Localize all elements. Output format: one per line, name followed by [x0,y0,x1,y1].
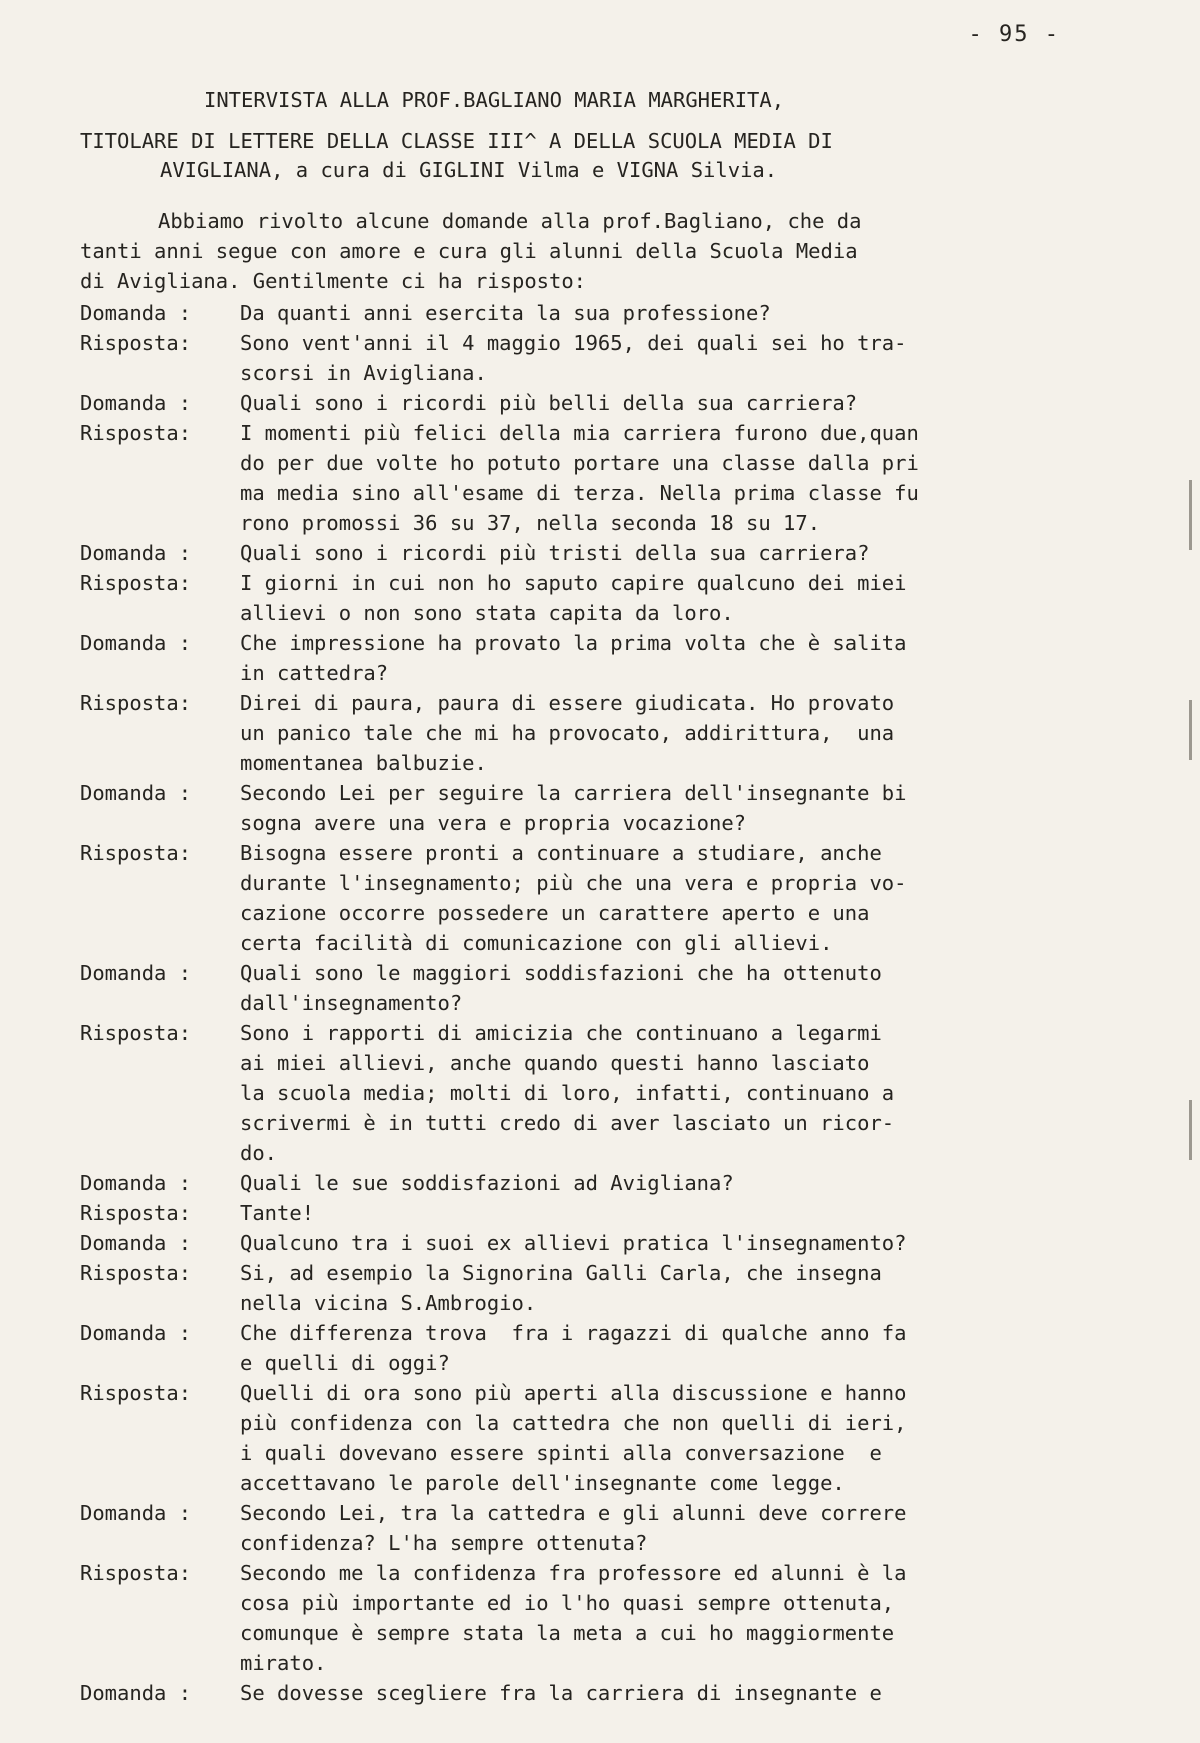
question-label: Domanda : [80,1231,192,1255]
text-line: i quali dovevano essere spinti alla conversazione e [240,1441,882,1465]
qa-text [240,538,1100,568]
qa-text [240,1558,1100,1678]
text-line: Che differenza trova fra i ragazzi di qualche anno fa [240,1321,907,1345]
text-line: certa facilità di comunicazione con gli allievi. [240,931,833,955]
text-line: sogna avere una vera e propria vocazione? [240,811,747,835]
question-row [80,628,1100,688]
qa-text [240,838,1100,958]
answer-label: Risposta: [80,1261,192,1285]
text-line: mirato. [240,1651,327,1675]
qa-text [240,1318,1100,1378]
qa-text [240,958,1100,1018]
text-line: Bisogna essere pronti a continuare a studiare, anche [240,841,882,865]
question-label: Domanda : [80,301,192,325]
text-line: Da quanti anni esercita la sua professione? [240,301,771,325]
intro-paragraph [80,206,1080,296]
answer-row [80,688,1100,778]
answer-label: Risposta: [80,841,192,865]
text-line: cosa più importante ed io l'ho quasi sempre ottenuta, [240,1591,895,1615]
text-line: do per due volte ho potuto portare una classe dalla pri [240,451,919,475]
question-label: Domanda : [80,541,192,565]
text-line: Sono i rapporti di amicizia che continuano a legarmi [240,1021,882,1045]
text-line: Secondo Lei, tra la cattedra e gli alunni deve correre [240,1501,907,1525]
qa-text [240,418,1100,538]
interview-heading [80,86,1080,185]
answer-row [80,1258,1100,1318]
text-line: Quali sono i ricordi più belli della sua carriera? [240,391,858,415]
text-line: rono promossi 36 su 37, nella seconda 18 su 17. [240,511,821,535]
intro-line-3: di Avigliana. Gentilmente ci ha risposto: [80,269,587,293]
text-line: più confidenza con la cattedra che non quelli di ieri, [240,1411,907,1435]
text-line: accettavano le parole dell'insegnante come legge. [240,1471,845,1495]
answer-label: Risposta: [80,691,192,715]
text-line: ma media sino all'esame di terza. Nella prima classe fu [240,481,919,505]
qa-text [240,1378,1100,1498]
question-row [80,1678,1100,1708]
question-label: Domanda : [80,1681,192,1705]
question-label: Domanda : [80,961,192,985]
page-number: - 95 - [968,22,1060,47]
text-line: comunque è sempre stata la meta a cui ho maggiormente [240,1621,895,1645]
intro-line-1: Abbiamo rivolto alcune domande alla prof.Bagliano, che da [158,209,862,233]
text-line: Che impressione ha provato la prima volta che è salita [240,631,907,655]
text-line: Direi di paura, paura di essere giudicata. Ho provato [240,691,895,715]
qa-text [240,1198,1100,1228]
scan-edge-mark [1189,1100,1192,1160]
text-line: ai miei allievi, anche quando questi hanno lasciato [240,1051,870,1075]
heading-line-3: AVIGLIANA, a cura di GIGLINI Vilma e VIGNA Silvia. [160,158,778,182]
text-line: allievi o non sono stata capita da loro. [240,601,734,625]
answer-row [80,568,1100,628]
heading-line-1: INTERVISTA ALLA PROF.BAGLIANO MARIA MARGHERITA, [204,88,785,112]
qa-text [240,1228,1100,1258]
text-line: durante l'insegnamento; più che una vera e propria vo- [240,871,907,895]
question-label: Domanda : [80,1171,192,1195]
answer-label: Risposta: [80,1201,192,1225]
text-line: momentanea balbuzie. [240,751,487,775]
text-line: cazione occorre possedere un carattere aperto e una [240,901,870,925]
qa-text [240,1498,1100,1558]
answer-label: Risposta: [80,421,192,445]
text-line: e quelli di oggi? [240,1351,450,1375]
question-answer-list [80,298,1100,1708]
text-line: Quelli di ora sono più aperti alla discussione e hanno [240,1381,907,1405]
text-line: scorsi in Avigliana. [240,361,487,385]
question-row [80,778,1100,838]
question-label: Domanda : [80,781,192,805]
text-line: scrivermi è in tutti credo di aver lasciato un ricor- [240,1111,895,1135]
text-line: Qualcuno tra i suoi ex allievi pratica l'insegnamento? [240,1231,907,1255]
text-line: nella vicina S.Ambrogio. [240,1291,537,1315]
question-label: Domanda : [80,631,192,655]
text-line: Secondo me la confidenza fra professore ed alunni è la [240,1561,907,1585]
question-row [80,1228,1100,1258]
text-line: Secondo Lei per seguire la carriera dell'insegnante bi [240,781,907,805]
text-line: Quali sono i ricordi più tristi della sua carriera? [240,541,870,565]
answer-label: Risposta: [80,1021,192,1045]
qa-text [240,298,1100,328]
answer-row [80,1558,1100,1678]
text-line: in cattedra? [240,661,389,685]
qa-text [240,778,1100,838]
question-row [80,1168,1100,1198]
question-row [80,388,1100,418]
question-row [80,1498,1100,1558]
question-label: Domanda : [80,1321,192,1345]
text-line: Sono vent'anni il 4 maggio 1965, dei quali sei ho tra- [240,331,907,355]
answer-label: Risposta: [80,571,192,595]
answer-row [80,838,1100,958]
qa-text [240,328,1100,388]
question-row [80,298,1100,328]
text-line: I momenti più felici della mia carriera furono due,quan [240,421,919,445]
qa-text [240,688,1100,778]
qa-text [240,1678,1100,1708]
intro-line-2: tanti anni segue con amore e cura gli alunni della Scuola Media [80,239,858,263]
answer-label: Risposta: [80,331,192,355]
answer-row [80,1198,1100,1228]
question-row [80,958,1100,1018]
answer-row [80,1018,1100,1168]
heading-line-2: TITOLARE DI LETTERE DELLA CLASSE III^ A DELLA SCUOLA MEDIA DI [80,129,833,153]
scan-edge-mark [1189,700,1192,760]
answer-row [80,1378,1100,1498]
qa-text [240,1168,1100,1198]
text-line: do. [240,1141,278,1165]
answer-label: Risposta: [80,1561,192,1585]
text-line: I giorni in cui non ho saputo capire qualcuno dei miei [240,571,907,595]
question-label: Domanda : [80,391,192,415]
qa-text [240,388,1100,418]
text-line: la scuola media; molti di loro, infatti, continuano a [240,1081,895,1105]
text-line: Quali le sue soddisfazioni ad Avigliana? [240,1171,734,1195]
text-line: Si, ad esempio la Signorina Galli Carla, che insegna [240,1261,882,1285]
question-label: Domanda : [80,1501,192,1525]
text-line: Se dovesse scegliere fra la carriera di insegnante e [240,1681,882,1705]
text-line: Quali sono le maggiori soddisfazioni che ha ottenuto [240,961,882,985]
text-line: dall'insegnamento? [240,991,463,1015]
answer-row [80,418,1100,538]
text-line: Tante! [240,1201,315,1225]
qa-text [240,1018,1100,1168]
text-line: confidenza? L'ha sempre ottenuta? [240,1531,648,1555]
text-line: un panico tale che mi ha provocato, addirittura, una [240,721,895,745]
qa-text [240,1258,1100,1318]
scan-edge-mark [1189,480,1192,550]
qa-text [240,568,1100,628]
answer-row [80,328,1100,388]
answer-label: Risposta: [80,1381,192,1405]
question-row [80,538,1100,568]
qa-text [240,628,1100,688]
question-row [80,1318,1100,1378]
